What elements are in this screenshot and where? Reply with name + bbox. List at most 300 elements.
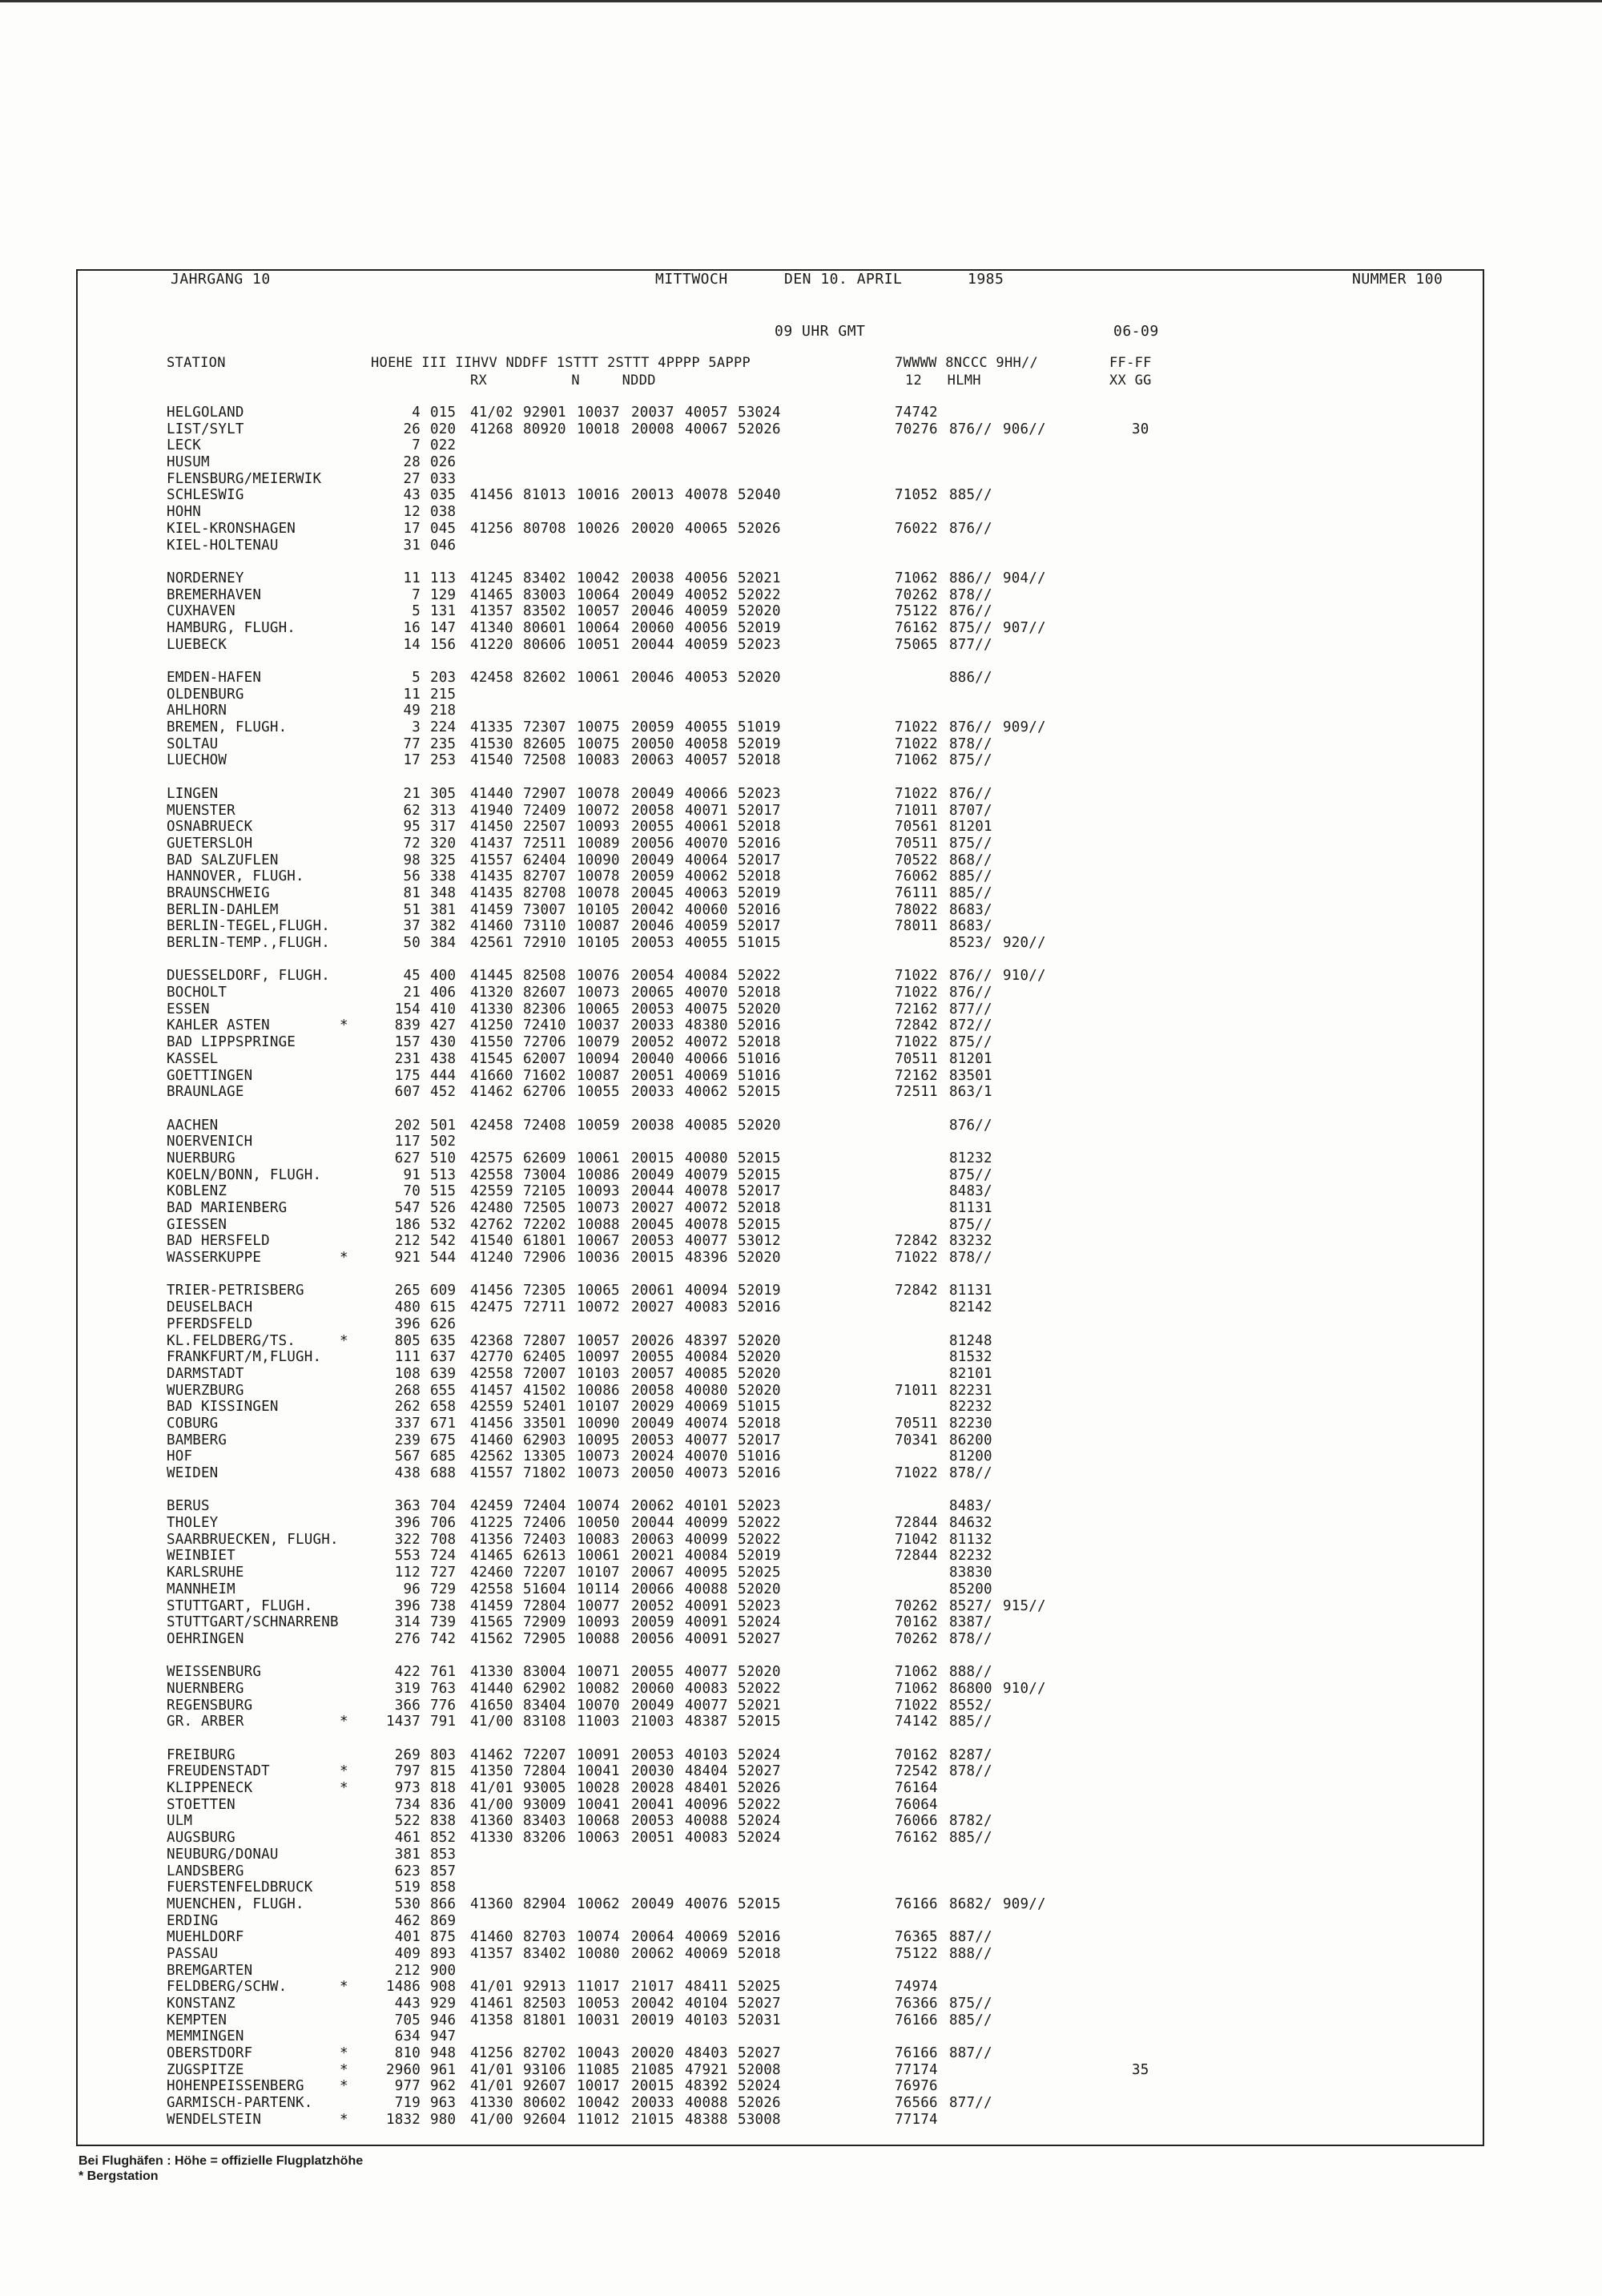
station-height: 17 [403, 752, 421, 769]
code-group: 10094 [577, 1050, 620, 1067]
code-group: 71052 [895, 487, 938, 504]
code-group: 51604 [523, 1581, 566, 1597]
station-id: 113 [430, 570, 457, 586]
code-group: 76166 [895, 2012, 938, 2028]
code-group: 20033 [631, 1084, 674, 1101]
station-height: 26 [403, 421, 421, 437]
code-group: 52018 [738, 1034, 781, 1051]
station-height: 2960 [386, 2061, 421, 2078]
code-group: 20052 [631, 1597, 674, 1614]
code-group: 76566 [895, 2095, 938, 2112]
code-group: 20044 [631, 1183, 674, 1200]
station-height: 319 [394, 1680, 421, 1697]
code-group: 52026 [738, 421, 781, 437]
station-id: 671 [430, 1415, 457, 1432]
column-ff-line1: FF-FF [1109, 355, 1152, 371]
table-row [0, 538, 1602, 554]
station-name: CUXHAVEN [167, 603, 235, 620]
code-group: 8683/ [949, 918, 992, 935]
station-name: NUERNBERG [167, 1680, 244, 1697]
code-group: 52015 [738, 1084, 781, 1101]
code-group: 42458 [470, 670, 513, 686]
code-group: 62613 [523, 1548, 566, 1565]
code-group: 30 [1132, 421, 1149, 437]
station-name: WEIDEN [167, 1465, 219, 1481]
code-group: 82508 [523, 968, 566, 985]
station-id: 908 [430, 1979, 457, 1996]
code-group: 878// [949, 1465, 992, 1481]
station-id: 410 [430, 1001, 457, 1017]
code-group: 40060 [685, 901, 728, 918]
code-group: 81248 [949, 1332, 992, 1349]
station-height: 547 [394, 1200, 421, 1216]
code-group: 71022 [895, 1250, 938, 1267]
code-group: 40099 [685, 1531, 728, 1548]
station-name: DUESSELDORF, FLUGH. [167, 968, 330, 985]
code-group: 83402 [523, 1945, 566, 1962]
year-label: 1985 [968, 271, 1004, 288]
station-height: 839 [394, 1017, 421, 1034]
code-group: 52018 [738, 752, 781, 769]
table-row [0, 1349, 1602, 1366]
code-group: 52017 [738, 1432, 781, 1448]
station-id: 609 [430, 1283, 457, 1299]
station-name: LECK [167, 437, 201, 454]
code-group: 10017 [577, 2078, 620, 2095]
code-group: 74742 [895, 405, 938, 421]
code-group: 10067 [577, 1233, 620, 1250]
station-id: 706 [430, 1515, 457, 1532]
code-group: 52020 [738, 1117, 781, 1134]
code-group: 42475 [470, 1299, 513, 1316]
station-id: 946 [430, 2012, 457, 2028]
code-group: 20046 [631, 670, 674, 686]
code-group: 40052 [685, 586, 728, 603]
code-group: 70262 [895, 1630, 938, 1647]
obs-time: 09 UHR GMT [775, 323, 866, 340]
station-height: 111 [394, 1349, 421, 1366]
code-group: 71022 [895, 985, 938, 1001]
mountain-marker: * [340, 2078, 348, 2095]
code-group: 83501 [949, 1067, 992, 1084]
code-group: 41465 [470, 586, 513, 603]
station-name: BERLIN-TEMP.,FLUGH. [167, 935, 330, 951]
code-group: 41/00 [470, 1796, 513, 1813]
station-id: 742 [430, 1630, 457, 1647]
code-group: 52020 [738, 1332, 781, 1349]
station-height: 21 [403, 985, 421, 1001]
station-name: MUENCHEN, FLUGH. [167, 1895, 304, 1912]
station-name: ULM [167, 1813, 193, 1830]
code-group: 888// [949, 1664, 992, 1681]
code-group: 41456 [470, 1415, 513, 1432]
code-group: 40061 [685, 819, 728, 836]
code-group: 915// [1003, 1597, 1046, 1614]
code-group: 40074 [685, 1415, 728, 1432]
station-height: 91 [403, 1166, 421, 1183]
code-group: 52020 [738, 1581, 781, 1597]
code-group: 52020 [738, 1664, 781, 1681]
code-group: 8682/ [949, 1895, 992, 1912]
code-group: 52016 [738, 1465, 781, 1481]
station-name: LINGEN [167, 785, 219, 802]
code-group: 80708 [523, 520, 566, 537]
station-height: 70 [403, 1183, 421, 1200]
code-group: 51016 [738, 1448, 781, 1465]
table-row [0, 918, 1602, 935]
station-id: 763 [430, 1680, 457, 1697]
table-row [0, 1498, 1602, 1515]
station-id: 444 [430, 1067, 457, 1084]
station-height: 401 [394, 1929, 421, 1946]
station-height: 98 [403, 852, 421, 868]
table-row [0, 637, 1602, 654]
station-name: GIESSEN [167, 1216, 227, 1233]
code-group: 40075 [685, 1001, 728, 1017]
station-height: 81 [403, 884, 421, 901]
station-name: HUSUM [167, 454, 210, 471]
code-group: 52021 [738, 1697, 781, 1714]
code-group: 76366 [895, 1996, 938, 2012]
station-height: 4 [412, 405, 421, 421]
table-row [0, 1565, 1602, 1581]
code-group: 20046 [631, 918, 674, 935]
station-height: 212 [394, 1962, 421, 1979]
table-row [0, 1283, 1602, 1299]
station-id: 776 [430, 1697, 457, 1714]
code-group: 75122 [895, 603, 938, 620]
code-group: 72844 [895, 1515, 938, 1532]
code-group: 52019 [738, 884, 781, 901]
code-group: 72807 [523, 1332, 566, 1349]
code-group: 62609 [523, 1150, 566, 1166]
station-id: 215 [430, 686, 457, 703]
code-group: 877// [949, 1001, 992, 1017]
station-name: AHLHORN [167, 703, 227, 719]
table-row [0, 1200, 1602, 1217]
table-row [0, 521, 1602, 538]
code-group: 20058 [631, 1382, 674, 1399]
code-group: 42480 [470, 1200, 513, 1216]
code-group: 72711 [523, 1299, 566, 1316]
station-height: 797 [394, 1763, 421, 1780]
code-group: 82703 [523, 1929, 566, 1946]
code-group: 81013 [523, 487, 566, 504]
code-group: 20053 [631, 1813, 674, 1830]
code-group: 71022 [895, 785, 938, 802]
code-group: 73004 [523, 1166, 566, 1183]
code-group: 10043 [577, 2045, 620, 2062]
code-group: 52023 [738, 1498, 781, 1515]
code-group: 52020 [738, 1001, 781, 1017]
station-name: BAD SALZUFLEN [167, 852, 279, 868]
station-name: KAHLER ASTEN [167, 1017, 270, 1034]
station-id: 544 [430, 1250, 457, 1267]
page-top-edge [0, 0, 1602, 2]
station-height: 49 [403, 703, 421, 719]
code-group: 47921 [685, 2061, 728, 2078]
station-height: 462 [394, 1912, 421, 1929]
table-row [0, 1698, 1602, 1714]
code-group: 41330 [470, 1001, 513, 1017]
table-row [0, 1614, 1602, 1631]
column-station: STATION [167, 355, 226, 371]
code-group: 41250 [470, 1017, 513, 1034]
table-row [0, 1084, 1602, 1101]
station-height: 396 [394, 1315, 421, 1332]
code-group: 71062 [895, 570, 938, 586]
code-group: 888// [949, 1945, 992, 1962]
code-group: 10042 [577, 2095, 620, 2112]
row-spacer [0, 952, 1602, 969]
station-name: WENDELSTEIN [167, 2111, 262, 2128]
station-name: FREIBURG [167, 1746, 235, 1763]
code-group: 72410 [523, 1017, 566, 1034]
code-group: 10087 [577, 918, 620, 935]
station-id: 022 [430, 437, 457, 454]
station-height: 95 [403, 819, 421, 836]
code-group: 20063 [631, 1531, 674, 1548]
code-group: 40059 [685, 636, 728, 653]
station-id: 688 [430, 1465, 457, 1481]
code-group: 52021 [738, 570, 781, 586]
code-group: 41540 [470, 752, 513, 769]
table-row [0, 603, 1602, 620]
code-group: 72105 [523, 1183, 566, 1200]
jahrgang-label: JAHRGANG 10 [171, 271, 271, 288]
station-id: 038 [430, 504, 457, 521]
code-group: 20049 [631, 785, 674, 802]
code-group: 81532 [949, 1349, 992, 1366]
code-group: 70511 [895, 835, 938, 852]
code-group: 92913 [523, 1979, 566, 1996]
code-group: 72403 [523, 1531, 566, 1548]
station-name: HANNOVER, FLUGH. [167, 868, 304, 885]
code-group: 72404 [523, 1498, 566, 1515]
station-name: FLENSBURG/MEIERWIK [167, 470, 322, 487]
code-group: 875// [949, 619, 992, 636]
code-group: 81131 [949, 1200, 992, 1216]
table-row [0, 1017, 1602, 1034]
code-group: 21003 [631, 1714, 674, 1730]
code-group: 20020 [631, 520, 674, 537]
table-row [0, 1963, 1602, 1980]
code-group: 82707 [523, 868, 566, 885]
code-group: 40065 [685, 520, 728, 537]
station-id: 131 [430, 603, 457, 620]
code-group: 52027 [738, 2045, 781, 2062]
code-group: 10105 [577, 901, 620, 918]
code-group: 10018 [577, 421, 620, 437]
code-group: 10086 [577, 1382, 620, 1399]
code-group: 20059 [631, 1614, 674, 1631]
code-group: 40070 [685, 985, 728, 1001]
code-group: 40094 [685, 1283, 728, 1299]
station-id: 708 [430, 1531, 457, 1548]
table-row [0, 1383, 1602, 1400]
station-height: 623 [394, 1863, 421, 1879]
table-row [0, 487, 1602, 504]
code-group: 82602 [523, 670, 566, 686]
code-group: 42561 [470, 935, 513, 951]
code-group: 885// [949, 868, 992, 885]
code-group: 41256 [470, 520, 513, 537]
code-group: 52018 [738, 1200, 781, 1216]
code-group: 72511 [895, 1084, 938, 1101]
code-group: 82904 [523, 1895, 566, 1912]
code-group: 909// [1003, 719, 1046, 736]
code-group: 41340 [470, 619, 513, 636]
code-group: 40057 [685, 752, 728, 769]
code-group: 93009 [523, 1796, 566, 1813]
code-group: 40091 [685, 1597, 728, 1614]
code-group: 885// [949, 1714, 992, 1730]
station-id: 400 [430, 968, 457, 985]
station-name: MANNHEIM [167, 1581, 235, 1597]
station-name: PFERDSFELD [167, 1315, 253, 1332]
code-group: 41562 [470, 1630, 513, 1647]
station-name: BAD LIPPSPRINGE [167, 1034, 296, 1051]
table-row [0, 1847, 1602, 1863]
code-group: 40059 [685, 603, 728, 620]
code-group: 40091 [685, 1630, 728, 1647]
code-group: 75122 [895, 1945, 938, 1962]
table-row [0, 1863, 1602, 1880]
code-group: 41356 [470, 1531, 513, 1548]
code-group: 10063 [577, 1830, 620, 1847]
code-group: 10050 [577, 1515, 620, 1532]
station-id: 203 [430, 670, 457, 686]
code-group: 41457 [470, 1382, 513, 1399]
station-name: HOHN [167, 504, 201, 521]
station-name: OEHRINGEN [167, 1630, 244, 1647]
code-group: 76365 [895, 1929, 938, 1946]
code-group: 40076 [685, 1895, 728, 1912]
code-group: 70511 [895, 1050, 938, 1067]
code-group: 52018 [738, 868, 781, 885]
column-right-line2: 12 HLMH [905, 373, 981, 389]
code-group: 41/01 [470, 2061, 513, 2078]
table-row [0, 1465, 1602, 1482]
station-name: BRAUNSCHWEIG [167, 884, 270, 901]
code-group: 70522 [895, 852, 938, 868]
code-group: 41502 [523, 1382, 566, 1399]
code-group: 40096 [685, 1796, 728, 1813]
code-group: 21017 [631, 1979, 674, 1996]
station-id: 156 [430, 636, 457, 653]
station-height: 443 [394, 1996, 421, 2012]
code-group: 52020 [738, 1365, 781, 1382]
station-name: KOELN/BONN, FLUGH. [167, 1166, 322, 1183]
code-group: 52015 [738, 1150, 781, 1166]
code-group: 76111 [895, 884, 938, 901]
station-name: WEISSENBURG [167, 1664, 262, 1681]
code-group: 52022 [738, 1796, 781, 1813]
code-group: 10089 [577, 835, 620, 852]
code-group: 10072 [577, 1299, 620, 1316]
code-group: 40053 [685, 670, 728, 686]
code-group: 76166 [895, 2045, 938, 2062]
code-group: 52020 [738, 1382, 781, 1399]
code-group: 48403 [685, 2045, 728, 2062]
station-height: 567 [394, 1448, 421, 1465]
station-height: 519 [394, 1879, 421, 1896]
station-id: 033 [430, 470, 457, 487]
station-height: 3 [412, 719, 421, 736]
code-group: 52020 [738, 603, 781, 620]
station-name: ESSEN [167, 1001, 210, 1017]
code-group: 40056 [685, 619, 728, 636]
code-group: 40085 [685, 1365, 728, 1382]
station-height: 17 [403, 520, 421, 537]
code-group: 52015 [738, 1216, 781, 1233]
code-group: 40078 [685, 487, 728, 504]
code-group: 10082 [577, 1680, 620, 1697]
station-name: FUERSTENFELDBRUCK [167, 1879, 313, 1896]
station-name: KASSEL [167, 1050, 219, 1067]
station-name: BREMERHAVEN [167, 586, 262, 603]
table-row [0, 852, 1602, 869]
station-name: LIST/SYLT [167, 421, 244, 437]
code-group: 20055 [631, 1349, 674, 1366]
station-id: 313 [430, 802, 457, 819]
station-name: HAMBURG, FLUGH. [167, 619, 296, 636]
code-group: 72804 [523, 1597, 566, 1614]
code-group: 40063 [685, 884, 728, 901]
code-group: 876// [949, 785, 992, 802]
code-group: 8782/ [949, 1813, 992, 1830]
code-group: 41545 [470, 1050, 513, 1067]
code-group: 20038 [631, 1117, 674, 1134]
code-group: 10105 [577, 935, 620, 951]
station-id: 381 [430, 901, 457, 918]
station-height: 186 [394, 1216, 421, 1233]
code-group: 875// [949, 1034, 992, 1051]
code-group: 20051 [631, 1067, 674, 1084]
code-group: 80920 [523, 421, 566, 437]
table-row [0, 985, 1602, 1001]
code-group: 52018 [738, 1945, 781, 1962]
code-group: 20029 [631, 1399, 674, 1416]
station-id: 035 [430, 487, 457, 504]
table-row [0, 703, 1602, 719]
code-group: 70511 [895, 1415, 938, 1432]
station-id: 515 [430, 1183, 457, 1200]
station-id: 526 [430, 1200, 457, 1216]
code-group: 876// [949, 520, 992, 537]
code-group: 40101 [685, 1498, 728, 1515]
table-row [0, 1747, 1602, 1764]
code-group: 10073 [577, 1200, 620, 1216]
code-group: 10095 [577, 1432, 620, 1448]
table-row [0, 2028, 1602, 2045]
station-height: 422 [394, 1664, 421, 1681]
table-row [0, 687, 1602, 703]
code-group: 20020 [631, 2045, 674, 2062]
code-group: 20041 [631, 1796, 674, 1813]
station-name: SOLTAU [167, 735, 219, 752]
code-group: 41220 [470, 636, 513, 653]
code-group: 10064 [577, 586, 620, 603]
code-group: 10090 [577, 852, 620, 868]
code-group: 876// [949, 603, 992, 620]
code-group: 40072 [685, 1200, 728, 1216]
code-group: 886// [949, 670, 992, 686]
code-group: 40103 [685, 1746, 728, 1763]
table-row [0, 752, 1602, 769]
station-id: 026 [430, 454, 457, 471]
station-height: 202 [394, 1117, 421, 1134]
